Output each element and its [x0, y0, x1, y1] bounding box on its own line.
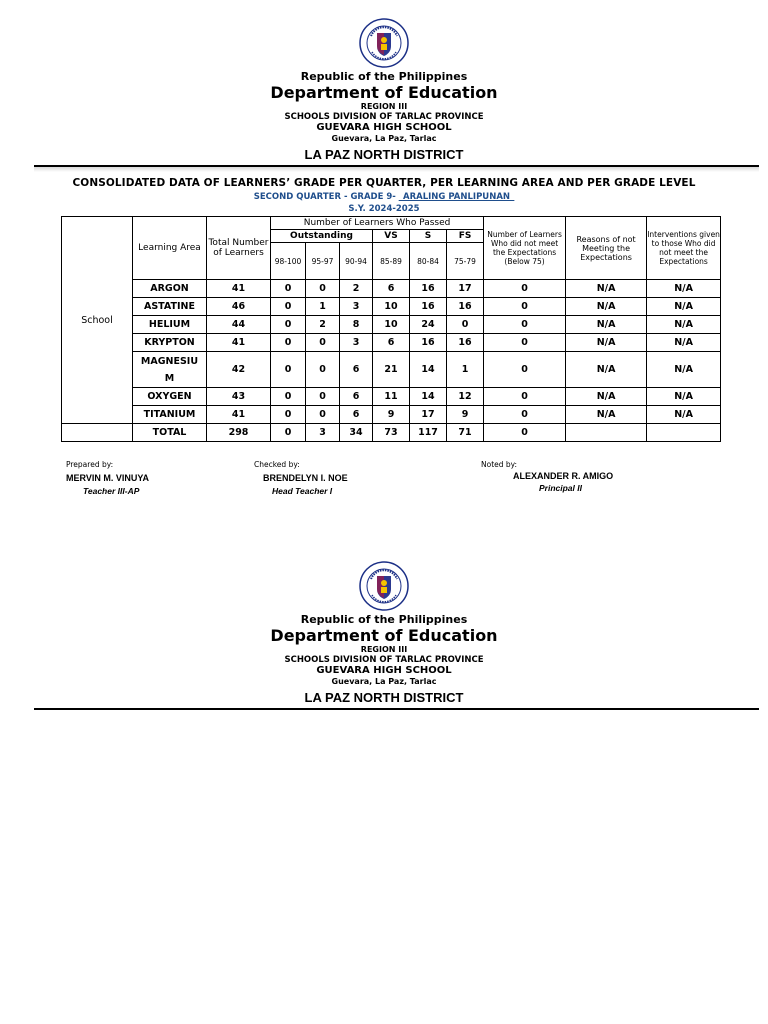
- deped-seal-icon: [359, 18, 409, 68]
- report-title: CONSOLIDATED DATA OF LEARNERS’ GRADE PER QUARTER, PER LEARNING AREA AND PER GRADE LEVEL: [72, 177, 696, 189]
- quarter-prefix: SECOND QUARTER - GRADE 9-: [253, 192, 396, 202]
- reason-cell: N/A: [566, 298, 647, 316]
- letterhead-bottom: [0, 561, 768, 706]
- blank-cell: [62, 424, 133, 442]
- o90-cell: 34: [340, 424, 373, 442]
- s-cell: 17: [410, 406, 447, 424]
- o95-cell: 2: [306, 316, 340, 334]
- school-year: S.Y. 2024-2025: [348, 204, 420, 214]
- vs-cell: 73: [373, 424, 410, 442]
- fs-cell: 1: [447, 352, 484, 388]
- district-name: LA PAZ NORTH DISTRICT: [304, 690, 464, 705]
- noted-by-position: Principal II: [539, 483, 582, 493]
- below-cell: 0: [484, 298, 566, 316]
- outstanding-header: Outstanding: [271, 230, 373, 243]
- noted-by-block: [481, 460, 613, 493]
- below-cell: 0: [484, 424, 566, 442]
- total-learners-header: Total Number of Learners: [207, 217, 271, 280]
- reason-cell: N/A: [566, 388, 647, 406]
- intervention-cell: N/A: [647, 334, 721, 352]
- o98-cell: 0: [271, 316, 306, 334]
- o90-cell: 3: [340, 334, 373, 352]
- fs-cell: 71: [447, 424, 484, 442]
- s-cell: 16: [410, 280, 447, 298]
- o90-cell: 6: [340, 406, 373, 424]
- school-name: GUEVARA HIGH SCHOOL: [316, 122, 452, 133]
- not-met-header: Number of Learners Who did not meet the Expectations (Below 75): [484, 217, 566, 280]
- total-cell: 41: [207, 280, 271, 298]
- area-cell: HELIUM: [133, 316, 207, 334]
- table-row: [62, 406, 721, 424]
- republic-text: Republic of the Philippines: [300, 613, 468, 626]
- s-cell: 117: [410, 424, 447, 442]
- school-address: Guevara, La Paz, Tarlac: [331, 677, 437, 686]
- area-cell: ARGON: [133, 280, 207, 298]
- total-cell: 298: [207, 424, 271, 442]
- o95-cell: 1: [306, 298, 340, 316]
- noted-by-name: ALEXANDER R. AMIGO: [513, 471, 614, 481]
- vs-cell: 10: [373, 316, 410, 334]
- total-cell: 41: [207, 334, 271, 352]
- region-text: REGION III: [360, 102, 408, 111]
- o98-cell: 0: [271, 406, 306, 424]
- total-row: [62, 424, 721, 442]
- o95-cell: 3: [306, 424, 340, 442]
- region-text: REGION III: [360, 645, 408, 654]
- interventions-header: Interventions given to those Who did not meet the Expectations: [647, 217, 721, 280]
- s-cell: 24: [410, 316, 447, 334]
- reason-cell: N/A: [566, 280, 647, 298]
- o95-cell: 0: [306, 388, 340, 406]
- total-cell: 46: [207, 298, 271, 316]
- s-cell: 16: [410, 334, 447, 352]
- header-rule-shadow: [34, 167, 759, 172]
- o90-cell: 2: [340, 280, 373, 298]
- below-cell: 0: [484, 352, 566, 388]
- republic-text: Republic of the Philippines: [300, 70, 468, 83]
- area-line-2: M: [164, 372, 175, 384]
- table-row: [62, 316, 721, 334]
- below-cell: 0: [484, 316, 566, 334]
- learners-grade-table: [61, 216, 721, 442]
- area-cell: KRYPTON: [133, 334, 207, 352]
- o98-cell: 0: [271, 334, 306, 352]
- o98-cell: 0: [271, 424, 306, 442]
- o98-cell: 0: [271, 352, 306, 388]
- vs-cell: 10: [373, 298, 410, 316]
- intervention-cell: [647, 424, 721, 442]
- total-cell: 44: [207, 316, 271, 334]
- fs-cell: 9: [447, 406, 484, 424]
- intervention-cell: N/A: [647, 388, 721, 406]
- total-cell: 42: [207, 352, 271, 388]
- intervention-cell: N/A: [647, 316, 721, 334]
- reasons-header: Reasons of not Meeting the Expectations: [566, 217, 647, 280]
- area-cell: TITANIUM: [133, 406, 207, 424]
- letterhead-top: [0, 18, 768, 163]
- total-cell: 41: [207, 406, 271, 424]
- below-cell: 0: [484, 406, 566, 424]
- vs-cell: 6: [373, 334, 410, 352]
- learning-area-header: Learning Area: [133, 217, 207, 280]
- fs-cell: 17: [447, 280, 484, 298]
- department-title: Department of Education: [270, 626, 498, 645]
- o90-cell: 6: [340, 352, 373, 388]
- prepared-by-name: MERVIN M. VINUYA: [66, 473, 150, 483]
- s-cell: 16: [410, 298, 447, 316]
- noted-by-label: Noted by:: [481, 460, 518, 469]
- o90-cell: 3: [340, 298, 373, 316]
- area-cell: [133, 352, 207, 388]
- below-cell: 0: [484, 280, 566, 298]
- total-cell: 43: [207, 388, 271, 406]
- o98-cell: 0: [271, 298, 306, 316]
- intervention-cell: N/A: [647, 298, 721, 316]
- o95-cell: 0: [306, 334, 340, 352]
- reason-cell: N/A: [566, 334, 647, 352]
- subject-name: _ARALING PANLIPUNAN_: [398, 192, 515, 202]
- below-cell: 0: [484, 388, 566, 406]
- o95-cell: 0: [306, 406, 340, 424]
- fs-cell: 16: [447, 334, 484, 352]
- quarter-subtitle: [0, 192, 768, 202]
- o98-cell: 0: [271, 280, 306, 298]
- intervention-cell: N/A: [647, 406, 721, 424]
- vs-cell: 21: [373, 352, 410, 388]
- o95-cell: 0: [306, 280, 340, 298]
- area-cell: OXYGEN: [133, 388, 207, 406]
- checked-by-position: Head Teacher I: [272, 486, 333, 496]
- table-row: [62, 280, 721, 298]
- range-98-100: 98-100: [271, 243, 306, 280]
- reason-cell: N/A: [566, 316, 647, 334]
- vs-cell: 6: [373, 280, 410, 298]
- o90-cell: 8: [340, 316, 373, 334]
- vs-cell: 9: [373, 406, 410, 424]
- fs-cell: 16: [447, 298, 484, 316]
- checked-by-label: Checked by:: [254, 460, 300, 469]
- o90-cell: 6: [340, 388, 373, 406]
- area-cell: ASTATINE: [133, 298, 207, 316]
- vs-cell: 11: [373, 388, 410, 406]
- prepared-by-position: Teacher III-AP: [83, 486, 140, 496]
- reason-cell: [566, 424, 647, 442]
- range-95-97: 95-97: [306, 243, 340, 280]
- header-rule: [34, 708, 759, 710]
- fs-cell: 0: [447, 316, 484, 334]
- range-80-84: 80-84: [410, 243, 447, 280]
- intervention-cell: N/A: [647, 352, 721, 388]
- division-text: SCHOOLS DIVISION OF TARLAC PROVINCE: [284, 655, 484, 665]
- total-label: TOTAL: [133, 424, 207, 442]
- checked-by-name: BRENDELYN I. NOE: [263, 473, 348, 483]
- range-90-94: 90-94: [340, 243, 373, 280]
- below-cell: 0: [484, 334, 566, 352]
- table-row: [62, 298, 721, 316]
- table-row: [62, 388, 721, 406]
- area-line-1: MAGNESIU: [140, 355, 199, 367]
- division-text: SCHOOLS DIVISION OF TARLAC PROVINCE: [284, 112, 484, 122]
- school-address: Guevara, La Paz, Tarlac: [331, 134, 437, 143]
- district-name: LA PAZ NORTH DISTRICT: [304, 147, 464, 162]
- checked-by-block: [254, 460, 348, 496]
- reason-cell: N/A: [566, 406, 647, 424]
- fs-cell: 12: [447, 388, 484, 406]
- fs-header: FS: [447, 230, 484, 243]
- deped-seal-icon: [359, 561, 409, 611]
- intervention-cell: N/A: [647, 280, 721, 298]
- table-row: [62, 352, 721, 388]
- school-name: GUEVARA HIGH SCHOOL: [316, 665, 452, 676]
- range-85-89: 85-89: [373, 243, 410, 280]
- prepared-by-label: Prepared by:: [66, 460, 114, 469]
- o98-cell: 0: [271, 388, 306, 406]
- s-cell: 14: [410, 388, 447, 406]
- vs-header: VS: [373, 230, 410, 243]
- o95-cell: 0: [306, 352, 340, 388]
- reason-cell: N/A: [566, 352, 647, 388]
- department-title: Department of Education: [270, 83, 498, 102]
- school-cell: School: [62, 217, 133, 424]
- range-75-79: 75-79: [447, 243, 484, 280]
- passed-header: Number of Learners Who Passed: [271, 217, 484, 230]
- s-cell: 14: [410, 352, 447, 388]
- s-header: S: [410, 230, 447, 243]
- table-row: [62, 334, 721, 352]
- prepared-by-block: [66, 460, 149, 496]
